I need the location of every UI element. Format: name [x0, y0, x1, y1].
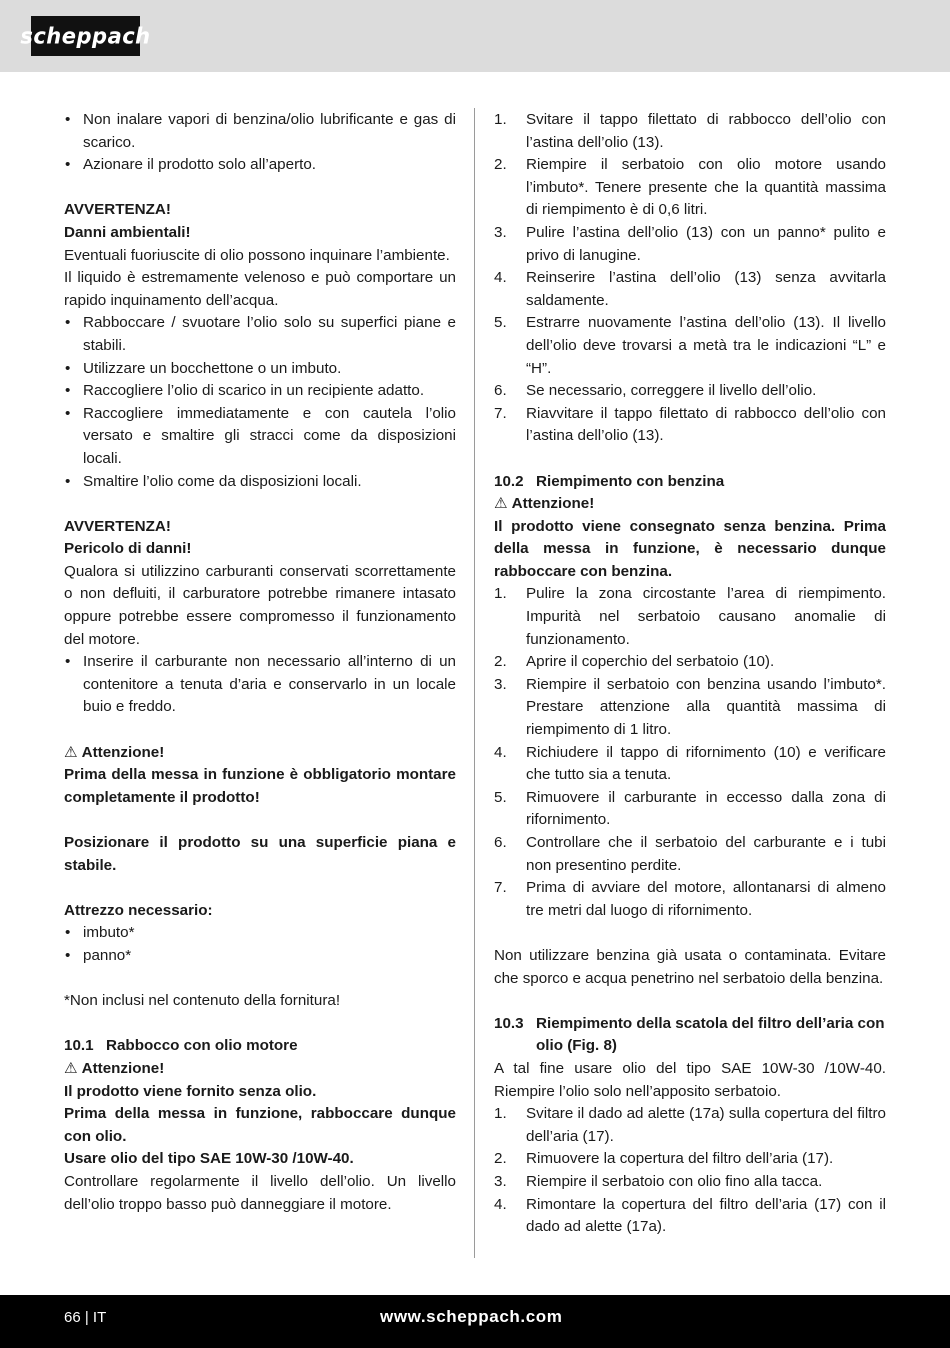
paragraph: Eventuali fuoriuscite di olio possono inquinare l’ambiente.: [64, 246, 450, 264]
step-text: Controllare che il serbatoio del carburante e i tubi non presentino perdite.: [526, 834, 886, 874]
left-column: [64, 109, 456, 1216]
section-number: 10.1: [64, 1037, 94, 1055]
website-link[interactable]: www.scheppach.com: [380, 1307, 563, 1326]
step-text: Richiudere il tappo di rifornimento (10) e verificare che tutto sia a tenuta.: [526, 743, 886, 784]
warning-subtitle: Pericolo di danni!: [64, 540, 192, 558]
step-number: 1.: [494, 585, 507, 603]
step-number: 5.: [494, 314, 507, 332]
step-number: 3.: [494, 675, 507, 693]
step-item: [494, 380, 886, 403]
step-text: Riempire il serbatoio con olio fino alla tacca.: [526, 1172, 823, 1190]
paragraph: Il liquido è estremamente velenoso e può comportare un rapido inquinamento dell’acqua.: [64, 269, 456, 309]
tool-item: • imbuto*: [64, 922, 456, 945]
bullet-item: • Smaltire l’olio come da disposizioni locali.: [64, 471, 456, 494]
step-text: Pulire l’astina dell’olio (13) con un panno* pulito e privo di lanugine.: [526, 223, 886, 264]
step-number: 4.: [494, 743, 507, 761]
step-item: [494, 583, 886, 651]
step-item: [494, 1171, 886, 1194]
step-item: [494, 154, 886, 222]
step-item: [494, 267, 886, 312]
section-title: Rabbocco con olio motore: [106, 1037, 298, 1055]
step-item: [494, 674, 886, 742]
warning-title: AVVERTENZA!: [64, 201, 171, 219]
step-number: 7.: [494, 879, 507, 897]
section-title: Riempimento con benzina: [536, 472, 725, 490]
section-number: 10.3: [494, 1014, 524, 1032]
tool-item: • panno*: [64, 945, 456, 968]
section-heading-10-3: [494, 1013, 886, 1058]
page-number: 66 | IT: [64, 1309, 107, 1326]
step-text: Rimontare la copertura del filtro dell’aria (17) con il dado ad alette (17a).: [526, 1195, 886, 1236]
attention-label: Attenzione!: [511, 495, 595, 513]
step-text: Pulire la zona circostante l’area di riempimento. Impurità nel serbatoio causano anomalie di funzionamento.: [526, 585, 886, 648]
bold-note: Il prodotto viene consegnato senza benzina. Prima della messa in funzione, è necessario dunque rabboccare con benzina.: [494, 517, 886, 580]
step-text: Reinserire l’astina dell’olio (13) senza avvitarla saldamente.: [526, 269, 886, 309]
step-text: Riavvitare il tappo filettato di rabbocco dell’olio con l’astina dell’olio (13).: [526, 404, 886, 445]
step-number: 2.: [494, 653, 507, 671]
warning-subtitle: Danni ambientali!: [64, 223, 191, 241]
section-title: Riempimento della scatola del filtro dell’aria con olio (Fig. 8): [536, 1014, 885, 1055]
attention-heading: [494, 493, 886, 516]
bullet-item: • Raccogliere l’olio di scarico in un recipiente adatto.: [64, 380, 456, 403]
step-item: [494, 403, 886, 448]
step-number: 3.: [494, 223, 507, 241]
column-divider: [474, 108, 475, 1258]
step-number: 1.: [494, 111, 507, 128]
paragraph: Non utilizzare benzina già usata o contaminata. Evitare che sporco e acqua penetrino nel serbatoio della benzina.: [494, 946, 886, 987]
step-number: 6.: [494, 834, 507, 851]
warning-triangle-icon: ⚠: [494, 495, 508, 513]
attention-heading: [64, 742, 456, 765]
section-heading-10-2: [494, 471, 886, 494]
bullet-item: • Rabboccare / svuotare l’olio solo su superfici piane e stabili.: [64, 312, 456, 357]
right-column: [494, 109, 886, 1239]
step-item: [494, 787, 886, 832]
attention-heading: [64, 1058, 456, 1081]
step-text: Riempire il serbatoio con benzina usando l’imbuto*. Prestare attenzione alla quantità massima di riempimento di 1 litro.: [526, 675, 886, 739]
paragraph: A tal fine usare olio del tipo SAE 10W-30 /10W-40. Riempire l’olio solo nell’apposito serbatoio.: [494, 1059, 886, 1100]
warning-title: AVVERTENZA!: [64, 517, 171, 535]
bullet-item: • Inserire il carburante non necessario all’interno di un contenitore a tenuta d’aria e conservarlo in un locale buio e freddo.: [64, 651, 456, 719]
step-number: 2.: [494, 1150, 507, 1168]
bold-note: Prima della messa in funzione, rabboccare dunque con olio.: [64, 1105, 456, 1145]
step-item: [494, 651, 886, 674]
step-number: 4.: [494, 269, 507, 287]
section-number: 10.2: [494, 472, 524, 490]
bullet-item: • Utilizzare un bocchettone o un imbuto.: [64, 358, 456, 381]
header-band: [0, 0, 950, 72]
warning-triangle-icon: ⚠: [64, 1059, 78, 1077]
tools-title: Attrezzo necessario:: [64, 901, 213, 919]
warning-triangle-icon: ⚠: [64, 743, 78, 761]
step-item: [494, 877, 886, 922]
bullet-item: • Azionare il prodotto solo all’aperto.: [64, 154, 456, 177]
attention-text: Prima della messa in funzione è obbligatorio montare completamente il prodotto!: [64, 766, 456, 806]
step-number: 5.: [494, 788, 507, 806]
step-text: Riempire il serbatoio con olio motore usando l’imbuto*. Tenere presente che la quantità massima di riempimento è di 0,6 litri.: [526, 156, 886, 219]
step-text: Svitare il dado ad alette (17a) sulla copertura del filtro dell’aria (17).: [526, 1105, 886, 1145]
bold-note: Il prodotto viene fornito senza olio.: [64, 1082, 317, 1100]
bullet-item: • Non inalare vapori di benzina/olio lubrificante e gas di scarico.: [64, 109, 456, 154]
step-text: Svitare il tappo filettato di rabbocco dell’olio con l’astina dell’olio (13).: [526, 111, 886, 151]
step-text: Prima di avviare del motore, allontanarsi di almeno tre metri dal luogo di rifornimento.: [526, 879, 886, 919]
paragraph: Controllare regolarmente il livello dell’olio. Un livello dell’olio troppo basso può danneggiare il motore.: [64, 1172, 456, 1213]
step-item: [494, 1194, 886, 1239]
tools-footnote: *Non inclusi nel contenuto della fornitura!: [64, 992, 341, 1010]
brand-logo: [20, 16, 151, 56]
bold-note: Usare olio del tipo SAE 10W-30 /10W-40.: [64, 1150, 354, 1168]
step-item: [494, 832, 886, 877]
step-text: Se necessario, correggere il livello dell’olio.: [526, 382, 817, 400]
step-number: 6.: [494, 382, 507, 400]
bullet-item: • Raccogliere immediatamente e con cautela l’olio versato e smaltire gli stracci come da disposizioni locali.: [64, 403, 456, 471]
footer-bar: [0, 1295, 950, 1348]
step-number: 4.: [494, 1195, 507, 1213]
step-text: Estrarre nuovamente l’astina dell’olio (13). Il livello dell’olio deve trovarsi a metà tra le indicazioni “L” e “H”.: [526, 314, 886, 377]
step-item: [494, 1148, 886, 1171]
step-number: 1.: [494, 1105, 507, 1123]
step-item: [494, 742, 886, 787]
attention-label: Attenzione!: [81, 1059, 165, 1077]
step-item: [494, 1103, 886, 1148]
step-item: [494, 222, 886, 267]
step-text: Rimuovere il carburante in eccesso dalla zona di rifornimento.: [526, 788, 886, 829]
section-heading-10-1: [64, 1035, 456, 1058]
logo-text: scheppach: [20, 23, 151, 49]
step-text: Aprire il coperchio del serbatoio (10).: [526, 653, 775, 671]
step-number: 7.: [494, 404, 507, 422]
step-number: 2.: [494, 156, 507, 174]
paragraph: Qualora si utilizzino carburanti conservati scorrettamente o non defluiti, il carburatore potrebbe rimanere intasato oppure potrebbe essere compromesso il funzionamento del motore.: [64, 562, 456, 648]
placement-note: Posizionare il prodotto su una superficie piana e stabile.: [64, 834, 456, 874]
step-text: Rimuovere la copertura del filtro dell’aria (17).: [526, 1150, 834, 1168]
step-number: 3.: [494, 1172, 507, 1190]
attention-label: Attenzione!: [81, 743, 165, 761]
step-item: [494, 312, 886, 380]
step-item: [494, 109, 886, 154]
